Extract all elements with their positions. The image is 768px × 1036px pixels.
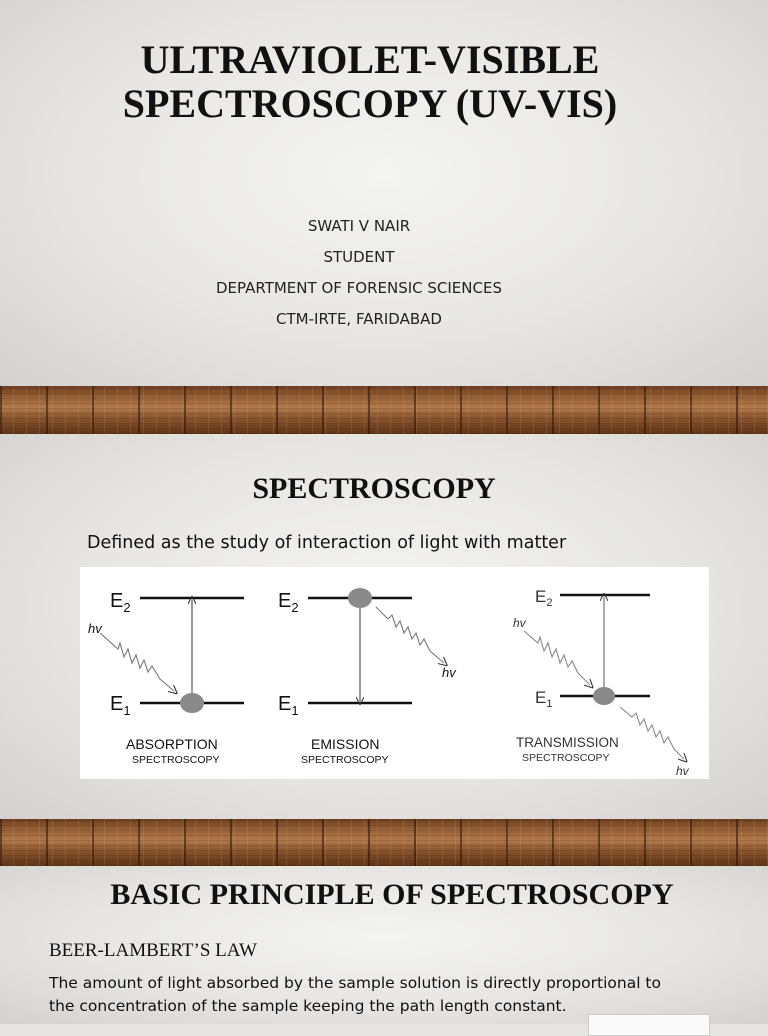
emission-electron (348, 588, 372, 608)
emission-label: EMISSION (311, 736, 380, 752)
spectroscopy-heading: SPECTROSCOPY (252, 472, 496, 505)
svg-text:SPECTROSCOPY: SPECTROSCOPY (301, 754, 389, 766)
transmission-electron (593, 687, 615, 705)
author-role: STUDENT (323, 248, 395, 266)
svg-text:E2: $E_2$ (110, 590, 131, 615)
svg-text:hv: hv (513, 616, 526, 630)
svg-text:hv: hv (88, 621, 102, 636)
slide-title-heading (0, 38, 740, 126)
svg-text:E1: $E_1$ (535, 688, 553, 710)
svg-text:E1: $E_1$ (110, 693, 131, 718)
svg-text:hv: hv (676, 764, 689, 778)
absorption-label: ABSORPTION (126, 736, 218, 752)
absorption-panel (88, 590, 244, 766)
title-line-2: SPECTROSCOPY (UV-VIS) (122, 81, 618, 126)
spectroscopy-definition: Defined as the study of interaction of light with matter (87, 533, 567, 553)
svg-text:SPECTROSCOPY: SPECTROSCOPY (522, 752, 610, 764)
transmission-label: TRANSMISSION (516, 735, 619, 750)
svg-text:E1: $E_1$ (278, 693, 299, 718)
svg-text:hv: hv (442, 665, 456, 680)
author-name: SWATI V NAIR (307, 217, 411, 235)
transmission-panel (513, 587, 690, 778)
energy-level-diagram (80, 567, 709, 779)
wood-floor-divider-1 (0, 386, 768, 434)
svg-text:E2: $E_2$ (535, 587, 553, 609)
title-line-1: ULTRAVIOLET-VISIBLE (140, 37, 600, 82)
emission-panel (278, 588, 457, 766)
author-institution: CTM-IRTE, FARIDABAD (276, 310, 442, 328)
svg-text:E2: $E_2$ (278, 590, 299, 615)
basic-principle-heading: BASIC PRINCIPLE OF SPECTROSCOPY (110, 878, 674, 911)
author-department: DEPARTMENT OF FORENSIC SCIENCES (216, 279, 502, 297)
absorption-electron (180, 693, 204, 713)
partial-figure (588, 1014, 710, 1036)
wood-floor-divider-2 (0, 819, 768, 866)
beer-lambert-heading: BEER-LAMBERT’S LAW (49, 940, 257, 961)
beer-lambert-paragraph: The amount of light absorbed by the sample solution is directly proportional to the concentration of the sample keeping the path length constant. (49, 974, 661, 1015)
slide-title (0, 0, 768, 386)
svg-text:SPECTROSCOPY: SPECTROSCOPY (132, 754, 220, 766)
